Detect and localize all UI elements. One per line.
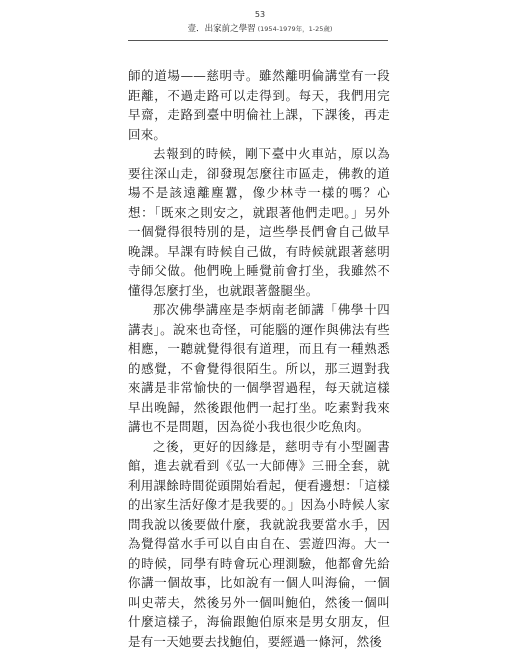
chapter-years: (1954-1979年，1-25歲)	[258, 25, 333, 33]
paragraph-1: 師的道場——慈明寺。雖然離明倫講堂有一段距離，不過走路可以走得到。每天，我們用完早齋，走路到臺中明倫社上課，下課後，再走回來。	[128, 66, 390, 144]
chapter-title: 壹．出家前之學習	[188, 24, 256, 34]
paragraph-2: 去報到的時候，剛下臺中火車站，原以為要往深山走，卻發現怎麼往市區走，佛教的道場不是該遠離塵囂，像少林寺一樣的嗎？心想：「既來之則安之，就跟著他們走吧。」另外一個覺得很特別的是，這些學長們會自己做早晚課。早課有時候自己做，有時候就跟著慈明寺師父做。他們晚上睡覺前會打坐，我雖然不懂得怎麼打坐，也就跟著盤腿坐。	[128, 144, 390, 300]
body-text	[128, 66, 390, 651]
page-number: 53	[0, 10, 520, 20]
paragraph-3: 那次佛學講座是李炳南老師講「佛學十四講表」。說來也奇怪，可能腦的運作與佛法有些相應，一聽就覺得很有道理，而且有一種熟悉的感覺，不會覺得很陌生。所以，那三週對我來講是非常愉快的一個學習過程，每天就這樣早出晚歸，然後跟他們一起打坐。吃素對我來講也不是問題，因為從小我也很少吃魚肉。	[128, 300, 390, 437]
header-rule	[128, 40, 388, 41]
paragraph-4: 之後，更好的因緣是，慈明寺有小型圖書館，進去就看到《弘一大師傳》三冊全套，就利用課餘時間從頭開始看起，便看邊想：「這樣的出家生活好像才是我要的。」因為小時候人家問我說以後要做什麼，我就說我要當水手，因為覺得當水手可以自由自在、雲遊四海。大一的時候，同學有時會玩心理測驗，他都會先給你講一個故事，比如說有一個人叫海倫，一個叫史蒂夫，然後另外一個叫鮑伯，然後一個叫什麼這樣子，海倫跟鮑伯原來是男女朋友，但是有一天她要去找鮑伯，要經過一條河，然後	[128, 437, 390, 651]
page-header	[0, 10, 520, 35]
running-head	[0, 23, 520, 35]
